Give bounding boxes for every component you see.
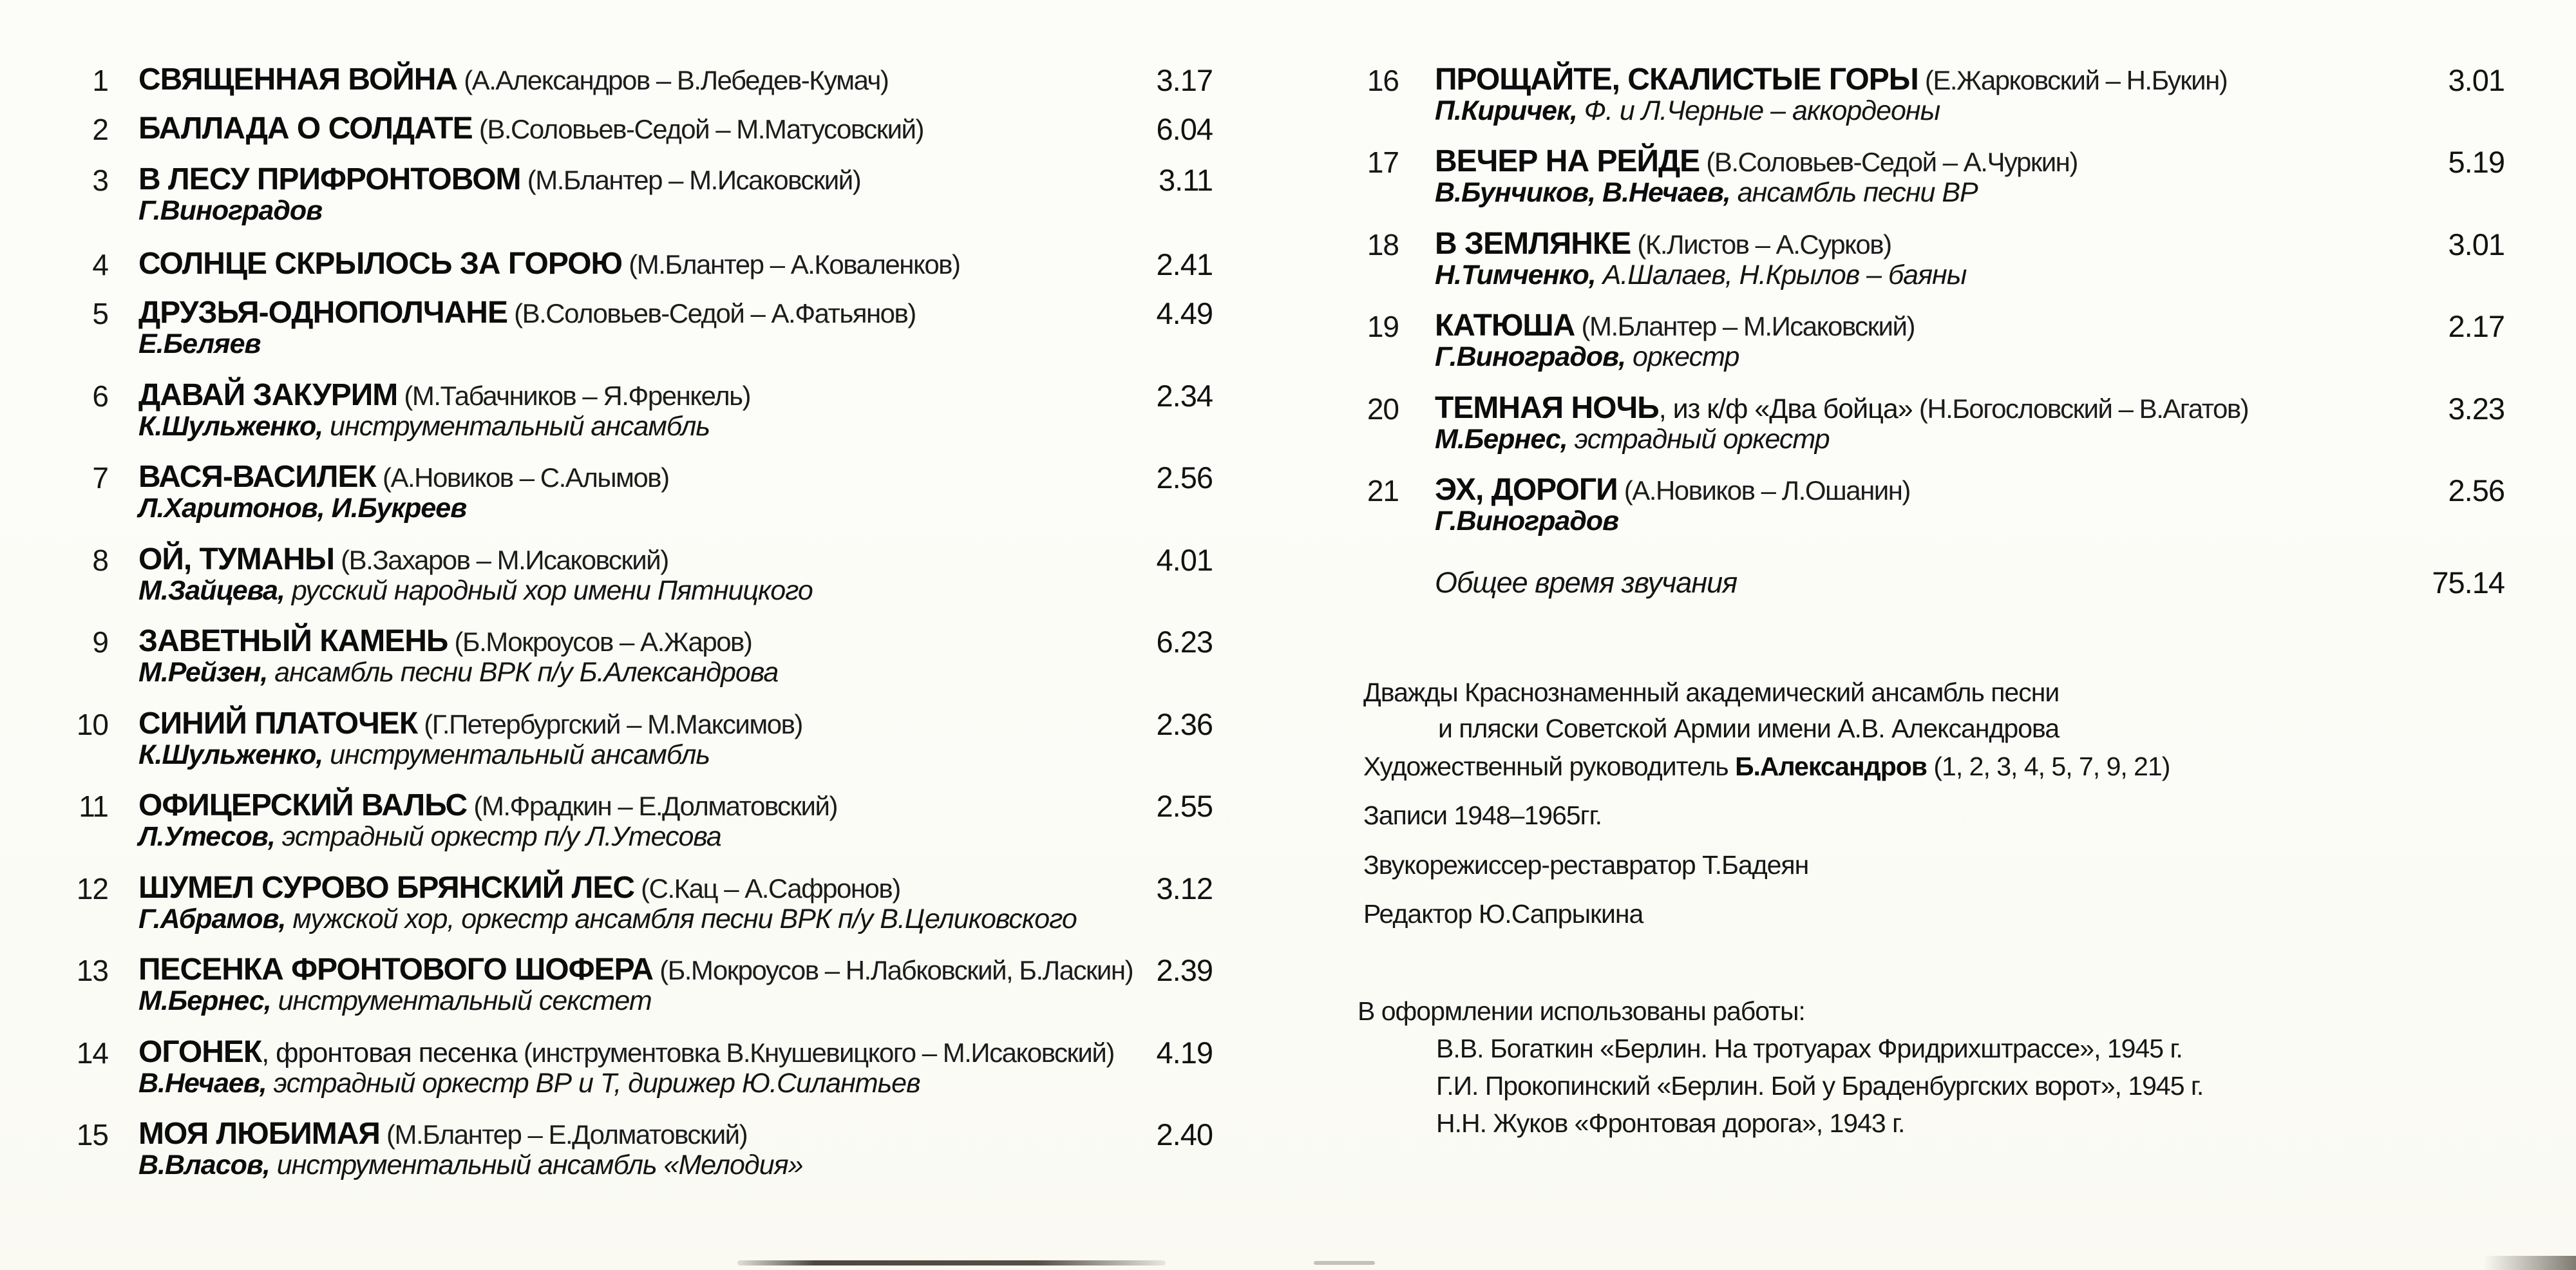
track-number: 8 xyxy=(92,544,108,577)
track-number: 15 xyxy=(76,1118,108,1152)
track-duration: 3.01 xyxy=(2448,63,2505,97)
track-title-line xyxy=(1435,475,1910,506)
track-performers xyxy=(138,197,322,225)
performer-name: Г.Виноградов xyxy=(1435,506,1619,536)
total-time-label: Общее время звучания xyxy=(1435,566,1738,599)
track-title-line xyxy=(138,790,837,821)
track-duration: 3.11 xyxy=(1159,163,1213,197)
track-title: ВЕЧЕР НА РЕЙДЕ xyxy=(1435,144,1700,178)
track-composers: (Б.Мокроусов – Н.Лабковский, Б.Ласкин) xyxy=(653,955,1133,985)
artwork-credit-item: Н.Н. Жуков «Фронтовая дорога», 1943 г. xyxy=(1436,1108,1905,1138)
track-performers xyxy=(1435,261,1966,289)
artistic-director-line xyxy=(1363,751,2170,782)
track-number: 14 xyxy=(76,1036,108,1070)
track-composers: (А.Новиков – С.Алымов) xyxy=(375,462,669,493)
performer-detail: эстрадный оркестр xyxy=(1567,424,1830,455)
track-row xyxy=(0,475,2576,516)
performer-name: Л.Утесов, xyxy=(138,821,275,852)
track-title-line xyxy=(138,873,900,904)
track-title-line xyxy=(138,1037,1114,1068)
track-duration: 4.01 xyxy=(1156,543,1213,577)
track-row xyxy=(0,64,2576,106)
track-duration: 6.23 xyxy=(1156,625,1213,659)
performer-detail: эстрадный оркестр п/у Л.Утесова xyxy=(274,821,721,852)
track-performers xyxy=(138,1152,803,1179)
performer-detail: Ф. и Л.Черные – аккордеоны xyxy=(1577,95,1940,126)
track-title-suffix: , фронтовая песенка xyxy=(261,1038,517,1068)
track-composers: (М.Блантер – Е.Долматовский) xyxy=(379,1119,748,1150)
track-performers xyxy=(1435,507,1618,535)
track-duration: 2.40 xyxy=(1156,1117,1213,1152)
track-composers: (М.Блантер – М.Исаковский) xyxy=(520,165,861,195)
track-performers xyxy=(138,823,721,851)
artwork-credits-header: В оформлении использованы работы: xyxy=(1358,996,1805,1026)
track-composers: (Н.Богословский – В.Агатов) xyxy=(1912,393,2249,424)
performer-detail: инструментальный секстет xyxy=(270,985,652,1016)
track-title: ПРОЩАЙТЕ, СКАЛИСТЫЕ ГОРЫ xyxy=(1435,62,1918,97)
track-duration: 2.56 xyxy=(2448,473,2505,507)
track-number: 1 xyxy=(92,64,108,97)
track-title-line xyxy=(1435,146,2078,177)
track-number: 16 xyxy=(1367,64,1399,97)
track-title: ОЙ, ТУМАНЫ xyxy=(138,542,334,576)
track-number: 18 xyxy=(1367,228,1399,261)
track-composers: (М.Блантер – М.Исаковский) xyxy=(1575,311,1915,341)
total-time-row xyxy=(0,567,2576,608)
performer-detail: инструментальный ансамбль «Мелодия» xyxy=(269,1150,803,1180)
track-title-line xyxy=(138,626,752,657)
scan-artifact-corner xyxy=(2483,1256,2576,1270)
performer-name: В.Бунчиков, В.Нечаев, xyxy=(1435,177,1730,208)
track-title: ОГОНЕК xyxy=(138,1035,262,1069)
performer-name: Г.Абрамов, xyxy=(138,904,286,934)
artistic-director-prefix: Художественный руководитель xyxy=(1363,752,1736,781)
track-performers xyxy=(1435,97,1940,125)
track-composers: (инструментовка В.Кнушевицкого – М.Исаковский) xyxy=(516,1038,1114,1068)
track-title: КАТЮША xyxy=(1435,308,1575,343)
ensemble-credit-line-1: Дважды Краснознаменный академический ансамбль песни xyxy=(1363,678,2060,707)
performer-name: К.Шульженко, xyxy=(138,739,323,770)
track-performers xyxy=(1435,179,1978,207)
recordings-years-line: Записи 1948–1965гг. xyxy=(1363,801,1602,830)
track-duration: 2.34 xyxy=(1156,379,1213,413)
track-row xyxy=(0,393,2576,434)
track-title-line xyxy=(1435,310,1915,341)
track-performers xyxy=(138,905,1077,933)
track-composers: (А.Новиков – Л.Ошанин) xyxy=(1617,475,1910,506)
track-number: 3 xyxy=(92,164,108,197)
track-composers: (В.Соловьев-Седой – А.Фатьянов) xyxy=(507,298,916,328)
track-title: ЗАВЕТНЫЙ КАМЕНЬ xyxy=(138,624,448,658)
performer-detail: оркестр xyxy=(1625,341,1739,372)
track-title-suffix: , из к/ф «Два бойца» xyxy=(1658,393,1913,424)
track-title: ОФИЦЕРСКИЙ ВАЛЬС xyxy=(138,788,468,822)
track-title: ПЕСЕНКА ФРОНТОВОГО ШОФЕРА xyxy=(138,953,654,987)
track-number: 6 xyxy=(92,379,108,413)
artwork-credit-item: В.В. Богаткин «Берлин. На тротуарах Фридрихштрассе», 1945 г. xyxy=(1436,1034,2183,1063)
track-title-line xyxy=(138,954,1133,985)
performer-name: Г.Виноградов xyxy=(138,195,323,226)
track-row xyxy=(0,146,2576,187)
track-title-line xyxy=(138,708,802,739)
artwork-credit-item: Г.И. Прокопинский «Берлин. Бой у Браденбургских ворот», 1945 г. xyxy=(1436,1071,2204,1101)
track-row xyxy=(0,229,2576,270)
track-duration: 3.01 xyxy=(2448,227,2505,261)
track-title: ВАСЯ-ВАСИЛЕК xyxy=(138,460,376,494)
track-number: 12 xyxy=(76,872,108,905)
track-number: 11 xyxy=(79,790,108,823)
track-number: 17 xyxy=(1367,146,1399,179)
track-title: ТЕМНАЯ НОЧЬ xyxy=(1435,391,1659,425)
track-number: 2 xyxy=(92,113,108,146)
track-duration: 2.41 xyxy=(1156,247,1213,281)
track-duration: 2.56 xyxy=(1156,460,1213,495)
track-number: 19 xyxy=(1367,310,1399,343)
track-duration: 2.36 xyxy=(1156,707,1213,741)
track-title: БАЛЛАДА О СОЛДАТЕ xyxy=(138,111,473,146)
track-duration: 2.55 xyxy=(1156,789,1213,823)
track-performers xyxy=(138,987,652,1015)
track-number: 5 xyxy=(92,297,108,330)
track-performers xyxy=(1435,426,1830,453)
editor-line: Редактор Ю.Сапрыкина xyxy=(1363,899,1643,929)
track-number: 7 xyxy=(92,461,108,495)
track-performers xyxy=(138,741,710,769)
track-title: ШУМЕЛ СУРОВО БРЯНСКИЙ ЛЕС xyxy=(138,871,634,905)
track-composers: (М.Табачников – Я.Френкель) xyxy=(397,381,750,411)
performer-detail: инструментальный ансамбль xyxy=(323,739,710,770)
track-title: ЭХ, ДОРОГИ xyxy=(1435,473,1618,507)
performer-detail: ансамбль песни ВРК п/у Б.Александрова xyxy=(267,657,779,688)
track-title: МОЯ ЛЮБИМАЯ xyxy=(138,1117,380,1151)
track-title-line xyxy=(1435,393,2248,424)
performer-name: В.Нечаев, xyxy=(138,1068,267,1099)
performer-name: Н.Тимченко, xyxy=(1435,260,1596,290)
track-duration: 2.17 xyxy=(2448,309,2505,343)
track-composers: (С.Кац – А.Сафронов) xyxy=(634,873,900,904)
track-performers xyxy=(138,1070,920,1097)
artistic-director-name: Б.Александров xyxy=(1735,752,1927,781)
track-duration: 3.23 xyxy=(2448,392,2505,426)
track-composers: (Г.Петербургский – М.Максимов) xyxy=(417,709,802,739)
track-title: В ЗЕМЛЯНКЕ xyxy=(1435,227,1631,261)
track-composers: (М.Блантер – А.Коваленков) xyxy=(622,249,960,280)
performer-name: В.Власов, xyxy=(138,1150,270,1180)
track-composers: (Е.Жарковский – Н.Букин) xyxy=(1918,65,2228,95)
performer-name: М.Зайцева, xyxy=(138,575,285,606)
track-performers xyxy=(1435,343,1739,371)
track-duration: 5.19 xyxy=(2448,145,2505,179)
track-title-line xyxy=(138,113,923,144)
performer-detail: эстрадный оркестр ВР и Т, дирижер Ю.Силантьев xyxy=(266,1068,920,1099)
performer-name: Г.Виноградов, xyxy=(1435,341,1626,372)
performer-detail: инструментальный ансамбль xyxy=(323,411,710,442)
performer-name: П.Киричек, xyxy=(1435,95,1577,126)
performer-name: Л.Харитонов, И.Букреев xyxy=(138,493,467,524)
performer-detail: ансамбль песни ВР xyxy=(1730,177,1978,208)
track-duration: 3.12 xyxy=(1156,871,1213,905)
performer-name: М.Рейзен, xyxy=(138,657,268,688)
track-number: 20 xyxy=(1367,392,1399,426)
track-composers: (Б.Мокроусов – А.Жаров) xyxy=(448,627,752,657)
track-row xyxy=(0,310,2576,352)
track-composers: (В.Соловьев-Седой – М.Матусовский) xyxy=(472,114,924,144)
track-duration: 3.17 xyxy=(1156,63,1213,97)
track-number: 21 xyxy=(1367,474,1399,507)
track-duration: 2.39 xyxy=(1156,953,1213,987)
track-title: ДАВАЙ ЗАКУРИМ xyxy=(138,378,398,412)
performer-detail: русский народный хор имени Пятницкого xyxy=(284,575,813,606)
performer-name: К.Шульженко, xyxy=(138,411,323,442)
track-title: ДРУЗЬЯ-ОДНОПОЛЧАНЕ xyxy=(138,296,507,330)
track-composers: (М.Фрадкин – Е.Долматовский) xyxy=(467,791,837,821)
track-title-line xyxy=(1435,64,2227,95)
track-title-line xyxy=(1435,229,1891,260)
scan-artifact-blob xyxy=(1314,1261,1375,1265)
track-title: СВЯЩЕННАЯ ВОЙНА xyxy=(138,62,458,97)
track-number: 9 xyxy=(92,625,108,659)
track-duration: 4.49 xyxy=(1156,296,1213,330)
track-performers xyxy=(138,659,778,687)
track-title: СОЛНЦЕ СКРЫЛОСЬ ЗА ГОРОЮ xyxy=(138,247,623,281)
total-time-value: 75.14 xyxy=(2432,565,2505,600)
performer-detail: мужской хор, оркестр ансамбля песни ВРК п/у В.Целиковского xyxy=(285,904,1077,934)
track-number: 4 xyxy=(92,248,108,281)
artistic-director-tracks: (1, 2, 3, 4, 5, 7, 9, 21) xyxy=(1927,752,2170,781)
track-title-line xyxy=(138,1119,747,1150)
performer-name: М.Бернес, xyxy=(1435,424,1567,455)
track-composers: (К.Листов – А.Сурков) xyxy=(1631,229,1891,260)
track-duration: 4.19 xyxy=(1156,1036,1213,1070)
performer-detail: А.Шалаев, Н.Крылов – баяны xyxy=(1595,260,1967,290)
track-composers: (В.Захаров – М.Исаковский) xyxy=(334,545,668,575)
track-duration: 6.04 xyxy=(1156,112,1213,146)
track-title: В ЛЕСУ ПРИФРОНТОВОМ xyxy=(138,162,521,196)
performer-name: Е.Беляев xyxy=(138,328,261,359)
sound-engineer-line: Звукорежиссер-реставратор Т.Бадеян xyxy=(1363,850,1809,880)
scan-artifact-strip xyxy=(737,1260,1166,1265)
track-composers: (В.Соловьев-Седой – А.Чуркин) xyxy=(1700,147,2078,177)
track-number: 10 xyxy=(76,708,108,741)
track-composers: (А.Александров – В.Лебедев-Кумач) xyxy=(457,65,889,95)
track-number: 13 xyxy=(76,954,108,987)
performer-name: М.Бернес, xyxy=(138,985,271,1016)
ensemble-credit-line-2: и пляски Советской Армии имени А.В. Александрова xyxy=(1438,714,2060,743)
track-title: СИНИЙ ПЛАТОЧЕК xyxy=(138,706,418,741)
